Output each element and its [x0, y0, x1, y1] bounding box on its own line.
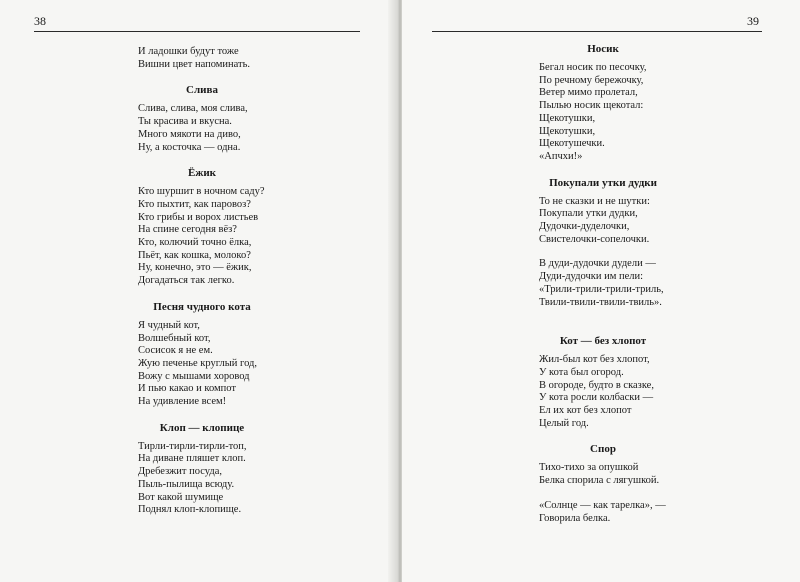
- poem-line: Я чудный кот,: [138, 319, 200, 331]
- poem-line: Щекотушечки.: [539, 138, 605, 150]
- header-rule-right: [432, 31, 762, 32]
- poem-line: Слива, слива, моя слива,: [138, 103, 248, 115]
- poem-line: Кто, колючий точно ёлка,: [138, 237, 252, 249]
- poem-line: Ну, а косточка — одна.: [138, 141, 241, 153]
- poem-line: Ветер мимо пролетал,: [539, 87, 638, 99]
- poem-title: Слива: [186, 84, 218, 97]
- poem-title: Ёжик: [188, 167, 216, 180]
- poem-line: Кто пыхтит, как паровоз?: [138, 198, 251, 210]
- poem-utki-dudki: [539, 177, 764, 310]
- poem-title: Носик: [587, 43, 619, 55]
- poem-line: Кто шуршит в ночном саду?: [138, 186, 265, 198]
- poem-line: Говорила белка.: [539, 512, 611, 524]
- left-page-text: [138, 46, 358, 517]
- poem-line: Тихо-тихо за опушкой: [539, 462, 639, 474]
- poem-line: Вот какой шумище: [138, 491, 224, 503]
- poem-line: Целый год.: [539, 417, 589, 429]
- header-rule-left: [34, 31, 360, 32]
- poem-line: Щекотушки,: [539, 125, 596, 137]
- poem-line: Белка спорила с лягушкой.: [539, 475, 660, 487]
- poem-line: На спине сегодня вёз?: [138, 224, 237, 236]
- poem-line: И ладошки будут тоже: [138, 46, 239, 57]
- poem-line: У кота был огород.: [539, 366, 624, 378]
- poem-line: Сосисок я не ем.: [138, 345, 213, 357]
- poem-line: На удивление всем!: [138, 396, 227, 408]
- poem-title: Спор: [590, 443, 616, 456]
- poem-line: То не сказки и не шутки:: [539, 195, 650, 207]
- right-page-text: [539, 43, 764, 525]
- poem-title: Кот — без хлопот: [559, 335, 647, 348]
- poem-line: Щекотушки,: [539, 112, 596, 124]
- poem-line: Вожу с мышами хоровод: [138, 370, 250, 382]
- poem-line: Кто грибы и ворох листьев: [138, 211, 259, 223]
- poem-line: Пыль-пылища всюду.: [138, 478, 235, 490]
- poem-line: Жую печенье круглый год,: [138, 357, 258, 369]
- poem-line: Тирли-тирли-тирли-топ,: [138, 440, 247, 452]
- poem-line: Ты красива и вкусна.: [138, 116, 232, 128]
- poem-line: Покупали утки дудки,: [539, 208, 638, 220]
- poem-line: И пью какао и компот: [138, 383, 236, 395]
- poem-line: «Апчхи!»: [539, 150, 583, 162]
- poem-line: Твили-твили-твили-твиль».: [539, 296, 662, 308]
- poem-line: По речному бережочку,: [539, 74, 644, 86]
- poem-kot-bez-hlopot: [539, 335, 764, 430]
- poem-line: Ну, конечно, это — ёжик,: [138, 262, 252, 274]
- poem-pesnya-kota: [138, 301, 358, 409]
- page-number-left: 38: [34, 14, 46, 28]
- right-page: [402, 0, 800, 582]
- poem-line: Догадаться так легко.: [138, 275, 235, 287]
- poem-line: Дудочки-дуделочки,: [539, 221, 630, 233]
- poem-line: «Солнце — как тарелка», —: [539, 499, 666, 511]
- poem-line: «Трили-трили-трили-триль,: [539, 283, 664, 295]
- poem-line: В дуди-дудочки дудели —: [539, 258, 656, 270]
- poem-line: Много мякоти на диво,: [138, 128, 241, 140]
- poem-line: У кота росли колбаски —: [539, 392, 654, 404]
- poem-title: Песня чудного кота: [153, 300, 251, 313]
- poem-nosik: [539, 43, 764, 164]
- poem-line: Пылью носик щекотал:: [539, 100, 644, 112]
- poem-line: Поднял клоп-клопище.: [138, 504, 242, 516]
- poem-line: Пьёт, как кошка, молоко?: [138, 249, 251, 261]
- poem-spor: [539, 443, 764, 525]
- page-number-right: 39: [747, 14, 759, 28]
- poem-line: На диване пляшет клоп.: [138, 453, 246, 465]
- poem-line: Вишни цвет напоминать.: [138, 58, 251, 70]
- poem-yozhik: [138, 167, 358, 288]
- poem-line: Дребезжит посуда,: [138, 466, 222, 478]
- poem-title: Клоп — клопице: [159, 421, 245, 434]
- poem-line: В огороде, будто в сказке,: [539, 379, 654, 391]
- poem-line: Ел их кот без хлопот: [539, 405, 632, 417]
- poem-line: Дуди-дудочки им пели:: [539, 271, 644, 283]
- poem-line: Бегал носик по песочку,: [539, 62, 647, 73]
- poem-line: Жил-был кот без хлопот,: [539, 354, 650, 366]
- intro-stanza: [138, 46, 358, 71]
- poem-line: Волшебный кот,: [138, 332, 211, 344]
- poem-sliva: [138, 84, 358, 154]
- poem-line: Свистелочки-сопелочки.: [539, 233, 650, 245]
- left-page: [0, 0, 398, 582]
- poem-title: Покупали утки дудки: [549, 176, 657, 189]
- poem-klop: [138, 422, 358, 517]
